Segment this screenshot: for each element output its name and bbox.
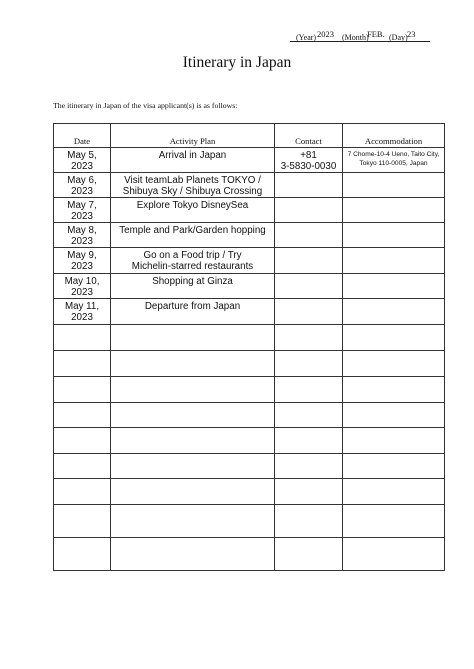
contact-cell <box>275 403 343 428</box>
activity-cell: Explore Tokyo DisneySea <box>111 198 275 223</box>
contact-cell <box>275 351 343 377</box>
activity-cell <box>111 351 275 377</box>
contact-cell <box>275 538 343 571</box>
contact-cell: +81 3-5830-0030 <box>275 148 343 173</box>
month-value: FEB. <box>367 29 385 39</box>
accommodation-cell <box>343 377 445 403</box>
contact-cell <box>275 377 343 403</box>
contact-cell <box>275 274 343 299</box>
table-row <box>54 325 445 351</box>
contact-cell <box>275 505 343 538</box>
itinerary-table <box>53 123 445 571</box>
accommodation-cell <box>343 505 445 538</box>
date-line <box>290 28 430 42</box>
activity-cell <box>111 325 275 351</box>
date-cell <box>54 351 111 377</box>
contact-cell <box>275 428 343 454</box>
contact-cell <box>275 479 343 505</box>
contact-cell <box>275 325 343 351</box>
header-activity: Activity Plan <box>111 124 275 148</box>
contact-cell <box>275 223 343 248</box>
date-cell <box>54 403 111 428</box>
intro-text: The itinerary in Japan of the visa applicant(s) is as follows: <box>53 101 238 110</box>
table-row <box>54 351 445 377</box>
activity-cell: Temple and Park/Garden hopping <box>111 223 275 248</box>
page-title: Itinerary in Japan <box>182 54 292 71</box>
table-header-row <box>54 124 445 148</box>
contact-cell <box>275 248 343 274</box>
day-label: (Day) <box>389 33 408 42</box>
date-cell: May 8, 2023 <box>54 223 111 248</box>
date-cell <box>54 377 111 403</box>
month-label: (Month) <box>342 33 369 42</box>
date-cell <box>54 479 111 505</box>
date-cell: May 10, 2023 <box>54 274 111 299</box>
table-row <box>54 248 445 274</box>
accommodation-cell <box>343 198 445 223</box>
activity-cell: Shopping at Ginza <box>111 274 275 299</box>
accommodation-cell <box>343 248 445 274</box>
table-row <box>54 454 445 479</box>
table-row <box>54 377 445 403</box>
header-date: Date <box>54 124 111 148</box>
accommodation-cell <box>343 299 445 325</box>
table-row <box>54 505 445 538</box>
table-row <box>54 299 445 325</box>
contact-cell <box>275 299 343 325</box>
contact-cell <box>275 173 343 198</box>
accommodation-cell: 7 Chome-10-4 Ueno, Taito City, Tokyo 110-0005, Japan <box>343 148 445 173</box>
activity-cell: Visit teamLab Planets TOKYO / Shibuya Sky / Shibuya Crossing <box>111 173 275 198</box>
activity-cell <box>111 505 275 538</box>
accommodation-cell <box>343 325 445 351</box>
date-cell: May 6, 2023 <box>54 173 111 198</box>
table-body <box>54 148 445 571</box>
header-accommodation: Accommodation <box>343 124 445 148</box>
header-contact: Contact <box>275 124 343 148</box>
date-cell: May 11, 2023 <box>54 299 111 325</box>
activity-cell: Go on a Food trip / Try Michelin-starred restaurants <box>111 248 275 274</box>
table-row <box>54 173 445 198</box>
accommodation-cell <box>343 351 445 377</box>
accommodation-cell <box>343 403 445 428</box>
table-row <box>54 223 445 248</box>
date-cell <box>54 538 111 571</box>
year-value: 2023 <box>317 29 334 39</box>
day-value: 23 <box>407 29 416 39</box>
table-row <box>54 274 445 299</box>
date-cell <box>54 428 111 454</box>
contact-cell <box>275 198 343 223</box>
table-row <box>54 479 445 505</box>
accommodation-cell <box>343 223 445 248</box>
date-cell: May 9, 2023 <box>54 248 111 274</box>
contact-cell <box>275 454 343 479</box>
activity-cell <box>111 377 275 403</box>
table-row <box>54 538 445 571</box>
table-row <box>54 148 445 173</box>
accommodation-cell <box>343 538 445 571</box>
date-underline <box>290 41 430 42</box>
table-row <box>54 428 445 454</box>
date-cell <box>54 325 111 351</box>
table-row <box>54 198 445 223</box>
accommodation-cell <box>343 454 445 479</box>
activity-cell <box>111 403 275 428</box>
accommodation-cell <box>343 479 445 505</box>
activity-cell <box>111 538 275 571</box>
accommodation-cell <box>343 274 445 299</box>
activity-cell <box>111 479 275 505</box>
accommodation-cell <box>343 428 445 454</box>
activity-cell <box>111 454 275 479</box>
year-label: (Year) <box>296 33 317 42</box>
table-row <box>54 403 445 428</box>
date-cell: May 7, 2023 <box>54 198 111 223</box>
date-cell: May 5, 2023 <box>54 148 111 173</box>
date-cell <box>54 505 111 538</box>
accommodation-cell <box>343 173 445 198</box>
date-cell <box>54 454 111 479</box>
activity-cell: Departure from Japan <box>111 299 275 325</box>
activity-cell <box>111 428 275 454</box>
activity-cell: Arrival in Japan <box>111 148 275 173</box>
